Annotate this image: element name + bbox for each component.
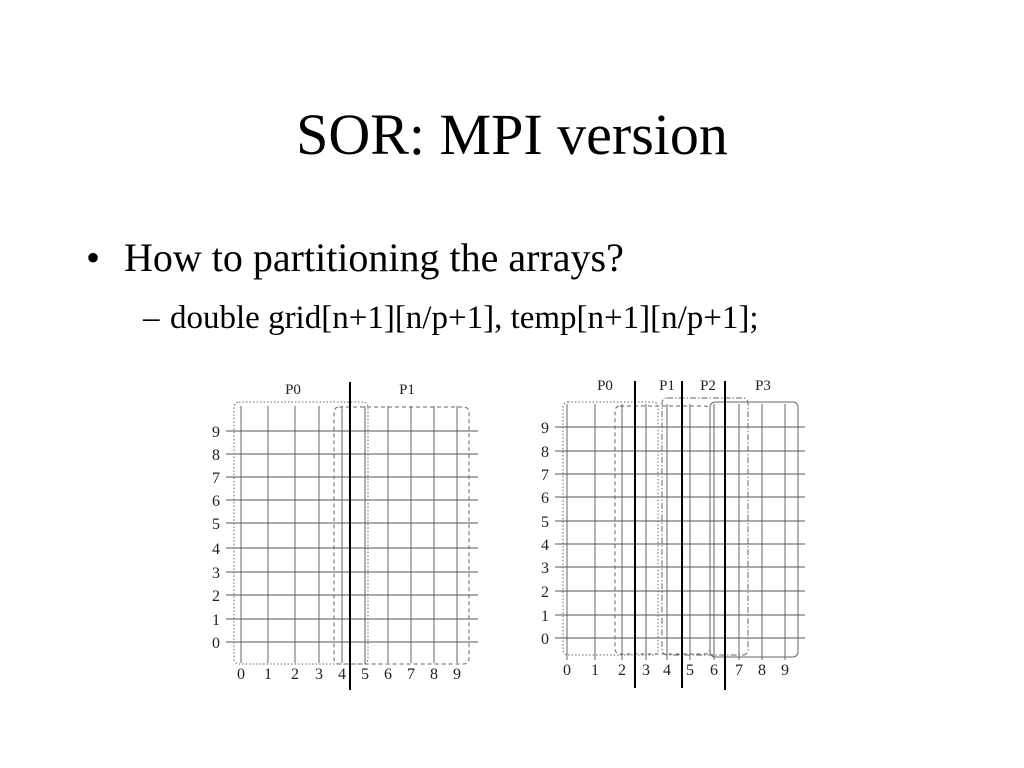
- x-axis-label: 0: [237, 666, 245, 683]
- four-process-diagram: [541, 378, 805, 690]
- y-axis-label: 9: [541, 420, 549, 437]
- y-axis-label: 1: [212, 612, 220, 629]
- two-process-diagram: [212, 382, 478, 690]
- y-axis-label: 4: [541, 537, 549, 554]
- x-axis-label: 9: [453, 666, 461, 683]
- x-axis-label: 2: [291, 666, 299, 683]
- x-axis-label: 1: [264, 666, 272, 683]
- y-axis-label: 7: [212, 470, 220, 487]
- x-axis-label: 5: [686, 662, 694, 679]
- partition-label: P1: [659, 378, 675, 394]
- partition-label: P0: [285, 382, 301, 398]
- slide-title: SOR: MPI version: [296, 102, 728, 167]
- x-axis-label: 6: [710, 662, 718, 679]
- x-axis-label: 3: [642, 662, 650, 679]
- y-axis-label: 1: [541, 608, 549, 625]
- x-axis-label: 4: [663, 662, 671, 679]
- y-axis-label: 0: [212, 635, 220, 652]
- bullet-marker: •: [86, 235, 101, 280]
- bullet-text: How to partitioning the arrays?: [124, 235, 624, 280]
- x-axis-label: 7: [407, 666, 415, 683]
- y-axis-label: 7: [541, 467, 549, 484]
- y-axis-label: 3: [212, 565, 220, 582]
- y-axis-label: 4: [212, 541, 220, 558]
- partition-label: P1: [399, 382, 415, 398]
- x-axis-label: 2: [618, 662, 626, 679]
- subbullet-marker: –: [143, 300, 160, 336]
- x-axis-label: 0: [563, 662, 571, 679]
- y-axis-label: 8: [212, 447, 220, 464]
- y-axis-label: 5: [541, 514, 549, 531]
- partition-box-p0: [563, 402, 658, 655]
- y-axis-label: 2: [541, 584, 549, 601]
- y-axis-label: 0: [541, 631, 549, 648]
- x-axis-label: 3: [315, 666, 323, 683]
- partition-label: P3: [755, 378, 771, 394]
- x-axis-label: 6: [384, 666, 392, 683]
- x-axis-label: 4: [338, 666, 346, 683]
- x-axis-label: 1: [591, 662, 599, 679]
- subbullet-text: double grid[n+1][n/p+1], temp[n+1][n/p+1];: [170, 300, 759, 336]
- y-axis-label: 5: [212, 516, 220, 533]
- partition-box-p0: [234, 402, 368, 664]
- x-axis-label: 7: [735, 662, 743, 679]
- y-axis-label: 6: [212, 493, 220, 510]
- y-axis-label: 3: [541, 560, 549, 577]
- x-axis-label: 9: [781, 662, 789, 679]
- partition-label: P0: [597, 378, 613, 394]
- x-axis-label: 8: [430, 666, 438, 683]
- x-axis-label: 5: [361, 666, 369, 683]
- y-axis-label: 6: [541, 490, 549, 507]
- partition-box-p1: [334, 407, 469, 664]
- x-axis-label: 8: [758, 662, 766, 679]
- partition-box-p2: [662, 398, 748, 655]
- y-axis-label: 9: [212, 424, 220, 441]
- y-axis-label: 2: [212, 588, 220, 605]
- partition-label: P2: [700, 378, 716, 394]
- y-axis-label: 8: [541, 444, 549, 461]
